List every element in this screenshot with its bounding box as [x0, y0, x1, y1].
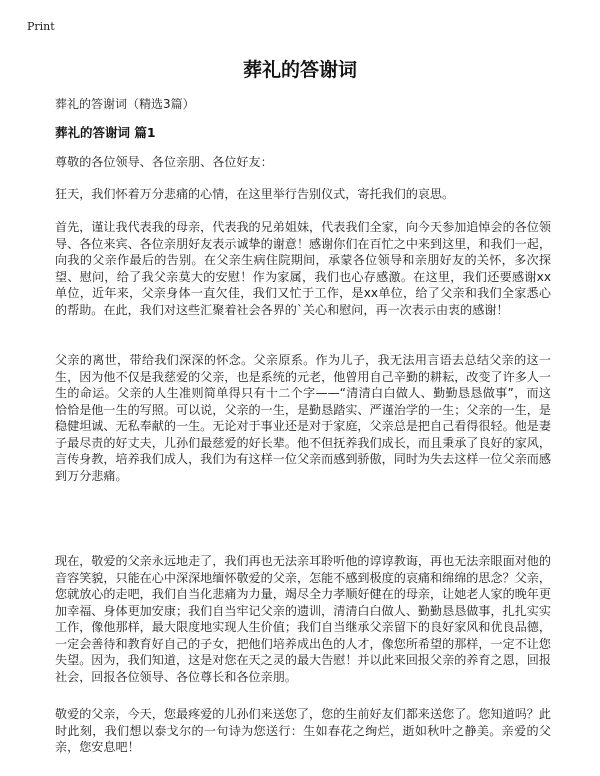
paragraph-remembrance: 父亲的离世，带给我们深深的怀念。父亲原系。作为儿子，我无法用言语去总结父亲的这一生，因为他不仅是我慈爱的父亲，也是系统的元老，他曾用自己辛勤的耕耘，改变了许多人一生的命运。父亲的人生准则简单得只有十二个字——“清清白白做人、勤勤恳恳做事”，而这恰恰是他一生的写照。可以说，父亲的一生，是勤恳踏实、严谨治学的一生；父亲的一生，是稳健坦诚、无私奉献的一生。无论对于事业还是对于家庭，父亲总是把自己看得很轻。他是妻子最尽责的好丈夫，儿孙们最慈爱的好长辈。他不但抚养我们成长，而且秉承了良好的家风，言传身教，培养我们成人，我们为有这样一位父亲而感到骄傲，同时为失去这样一位父亲而感到万分悲痛。 [55, 353, 551, 483]
page-title: 葬礼的答谢词 [242, 59, 357, 81]
paragraph-opening: 狂天，我们怀着万分悲痛的心情，在这里举行告别仪式，寄托我们的哀思。 [55, 187, 455, 201]
print-link[interactable]: Print [27, 20, 55, 33]
paragraph-closing: 敬爱的父亲，今天，您最疼爱的儿孙们来送您了，您的生前好友们都来送您了。您知道吗？此时此刻，我们想以泰戈尔的一句诗为您送行：生如春花之绚烂，逝如秋叶之静美。亲爱的父亲，您安息吧！ [55, 707, 551, 754]
salutation: 尊敬的各位领导、各位亲朋、各位好友： [55, 155, 273, 169]
paragraph-farewell: 现在，敬爱的父亲永远地走了，我们再也无法亲耳聆听他的谆谆教诲，再也无法亲眼面对他的音容笑貌，只能在心中深深地缅怀敬爱的父亲，怎能不感到极度的哀痛和绵绵的思念？父亲，您就放心的走吧，我们自当化悲痛为力量，竭尽全力孝顺好健在的母亲，让她老人家的晚年更加幸福、身体更加安康；我们自当牢记父亲的遗训，清清白白做人、勤勤恳恳做事，扎扎实实工作，像他那样，最大限度地实现人生价值；我们自当继承父亲留下的良好家风和优良品德，一定会善待和教育好自己的子女，把他们培养成出色的人才，像您所希望的那样，一定不让您失望。因为，我们知道，这是对您在天之灵的最大告慰！并以此来回报父亲的养育之恩，回报社会，回报各位领导、各位尊长和各位亲朋。 [55, 554, 551, 684]
document-subtitle: 葬礼的答谢词（精选3篇） [55, 97, 195, 111]
paragraph-thanks: 首先，谨让我代表我的母亲，代表我的兄弟姐妹，代表我们全家，向今天参加追悼会的各位领导、各位来宾、各位亲朋好友表示诚挚的谢意！感谢你们在百忙之中来到这里，和我们一起，向我的父亲作最后的告别。在父亲生病住院期间，承蒙各位领导和亲朋好友的关怀，多次探望、慰问，给了我父亲莫大的安慰！作为家属，我们也心存感激。在这里，我们还要感谢xx单位，近年来，父亲身体一直欠佳，我们又忙于工作，是xx单位，给了父亲和我们全家悉心的帮助。在此，我们对这些汇聚着社会各界的`关心和慰问，再一次表示由衷的感谢！ [55, 220, 551, 317]
section-heading: 葬礼的答谢词 篇1 [55, 125, 156, 140]
